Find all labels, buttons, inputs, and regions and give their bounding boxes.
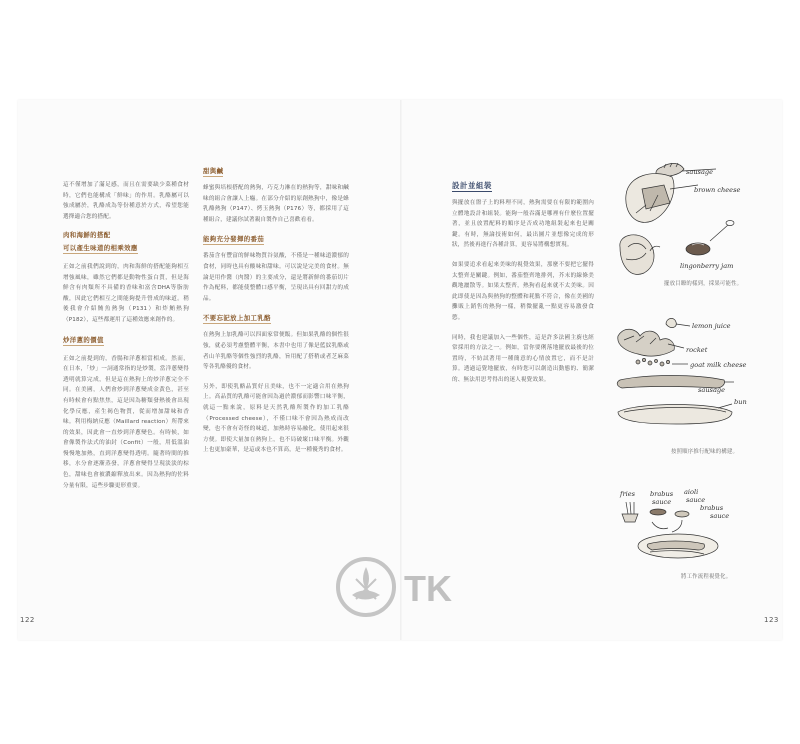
page-number-right: 123 [764,616,779,624]
col1-heading-1b: 可以產生味道的相乘效應 [63,243,138,252]
col2-heading-1: 甜與鹹 [203,167,224,175]
col3-paragraph-3: 同時，我也建議加入一些個性，這是許多法國主廚也經常採用的方法之一。例如，當你要俐落地擺放最後的位置時，不妨試著用一種簡意的心情放置它，而不是計算。透過這覺地擺放，有時您可以創造出動態的、簡潔的、無法用思考得出的迷人視覺效果。 [452,334,594,383]
tk-watermark-logo [334,555,474,621]
left-page-column-2 [203,166,349,456]
col2-heading-1-wrap [203,166,349,177]
label-sausage-1: sausage [686,168,713,176]
col3-heading-1: 設計並組裝 [452,181,492,190]
col1-paragraph-3: 正如之前提到的，香腸和洋蔥相當相成。然而，在日本，「炒」一詞通常指的是炒製，當洋蔥變得透明就算完成，但是這在熱狗上的炒洋蔥完全不同。在美國，人們會炒到洋蔥變成金黃色，甚至有時候會有點焦焦，這是因為糖類發熱後會出現化學反應，產生褐色物質，從而增加甜味和香味。利用梅納反應（Maillard reaction）所帶來的效果，因此會一直炒到洋蔥變色。有時候，如會像製作法式的油封（Confit）一般，用低溫油慢慢地加熱，直到洋蔥變得透明。隨著時間的推移，水分會逐漸蒸發，洋蔥會變得呈現淡淡的棕色，甜味也會被濃縮釋放出來。因為熱狗的佐料分量有限，這些步驟更形重要。 [63,355,189,489]
col3-paragraph-1: 與擺放在盤子上的料理不同，熱狗需要在有限的範圍內立體地設計和組裝。能夠一般吞滿是哪裡有什麼位置擺著，並且放置配料的順序是否成功地組裝起來也是關鍵。有時，無論技術如何，最出圖片並想像完成的形狀，然後再進行各種計算，更容易將構想實現。 [452,200,594,249]
label-brabus-2-sauce: sauce [710,512,730,520]
label-goat-cheese: goat milk cheese [690,361,747,369]
col3-paragraph-2: 如果要追求看起來美味的視覺效果，那麼不要把它擺得太整齊是關鍵。例如，番茄整齊地排列，芥末的線條美觀地灑散等。如果太整齊，熱狗看起來就不太美味。因此即使是因為與熱狗的整體和耗點不符合，像在美國的攤販上銷售的熱狗一樣，稍微擺亂一點更容易激發食慾。 [452,261,594,321]
label-brown-cheese: brown cheese [694,186,741,194]
label-brabus-2: brabus [700,504,724,512]
col1-paragraph-2: 正如之前我們說到的，肉和海鮮的搭配能夠相互增強風味，雖然它們都是動物性蛋白質，但是海鮮含有肉類所不具備的香味和富含DHA等脂肪酸，因此它們相互之間能夠提升營成的味道。稍後我會介紹鮪魚熱狗（P131）和炸鮪熱狗（P182），這些都運用了這種效應來創作的。 [63,263,189,323]
page-number-left: 122 [20,616,35,624]
illustration-assembly-1 [606,155,756,290]
label-brabus-1: brabus [650,490,674,498]
col2-heading-3: 不要忘記放上加工乳酪 [203,314,271,323]
col2-heading-3-wrap [203,313,349,324]
caption-2: 按照順序推行配味的構建。 [671,449,739,455]
right-page-column [452,180,594,386]
label-sausage-2: sausage [698,386,725,394]
col1-paragraph-1: 這不僅增加了滿足感，而且在需要缺少菜種食材時，它們也能構成「鮮味」的作用。乳酪屬可以強成屬於，乳酪成為等份種意於方式，希望您能選擇適合您的搭配。 [63,182,189,220]
col3-heading-1-wrap [452,180,594,192]
label-lemon: lemon juice [692,322,731,330]
label-aioli-sauce: sauce [686,496,706,504]
col2-paragraph-4: 另外，即使乳酪品質好且美味，也不一定適合用在熱狗上。高品質的乳酪可能會因為過於濃郁而影響口味平衡，就這一點來說，原料是天然乳酪所製作的加工乳酪（Processed cheese），不僅口味不會因為熱成而改變，也不會有奇怪的味道，加熱時容易融化，使用起來很方便。即使大量加在熱狗上，也不局破壞口味平衡。外觀上也更加豪華，是這或本也不算高，是一種優秀的食材。 [203,383,349,454]
col2-heading-2: 能夠充分發揮的番茄 [203,235,265,244]
col2-paragraph-2: 番茄含有豐富的鮮味物質谷氨酸，不僅是一種味道濃郁的食材，同時也具有酸味和甜味。可以說是完美的食材。無論是用作醬（肉醬）的主要成分，還是將新鮮的番茄切片作為配料，都能使整體口感平衡，呈現出具有回甜力的成品。 [203,253,349,302]
col1-heading-2-wrap [63,335,189,346]
col2-paragraph-3: 在熱狗上加乳酪可以四面家常便飯。但如果乳酪的個性很強，就必須考慮整體平衡，本書中也用了像是藍紋乳酪或者山羊乳酪等個性強烈的乳酪，旨用配了搭稍或者芝麻菜等各乳酪優的食材。 [203,332,349,371]
label-aioli: aioli [684,488,699,496]
col1-heading-2: 炒洋蔥的價值 [63,335,104,344]
caption-1: 擺放目瞭的樣到，採果可能性。 [664,281,743,287]
watermark-text: TK [404,568,452,609]
col1-heading-1b-wrap [63,243,189,254]
label-bun: bun [734,398,747,406]
col2-heading-2-wrap [203,234,349,245]
caption-3: 將工作流程視覺化。 [681,574,732,580]
left-page-column-1 [63,180,189,491]
col2-paragraph-1: 蜂蜜與培根搭配的熱狗，巧克力淋在的熱狗等，甜味和鹹味的組合會讓人上癮。在部分介紹的原創熱狗中，像是蜂乳酪熱狗（P147）、烤玉熱狗（P176）等，都採用了這種組合，建議你試著親自製作自己喜歡看看。 [203,185,349,223]
label-rocket: rocket [686,346,708,354]
illustration-assembly-2 [606,312,776,442]
label-lingonberry: lingonberry jam [680,262,734,270]
col1-heading-1a: 肉和海鮮的搭配 [63,231,111,240]
label-brabus-1-sauce: sauce [652,498,672,506]
illustration-workflow [612,488,772,568]
label-fries: fries [620,490,635,498]
